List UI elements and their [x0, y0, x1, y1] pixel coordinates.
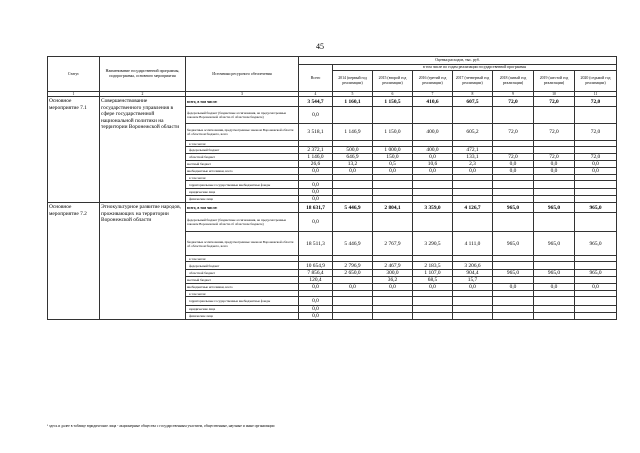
year-value-cell — [333, 181, 373, 189]
value-text: 18 631,7 — [306, 204, 325, 211]
year-value-cell: 150,0 — [373, 154, 413, 161]
year-value-cell — [453, 107, 493, 124]
year-value-cell: 0,0 — [413, 168, 453, 175]
year-value-cell: 0,0 — [453, 284, 493, 291]
source-cell: федеральный бюджет — [186, 147, 299, 154]
year-value-cell: 2 650,0 — [333, 270, 373, 277]
year-value-cell: 0,0 — [413, 154, 453, 161]
year-value-cell — [373, 297, 413, 306]
year-value-cell: 15,7 — [453, 277, 493, 284]
col-number: 6 — [373, 92, 413, 97]
page-number: 45 — [316, 42, 324, 51]
year-value-cell — [453, 306, 493, 313]
col-number: 9 — [493, 92, 534, 97]
source-cell: федеральный бюджет (бюджетные ассигнования, не предусмотренные законом Воронежской области об областном бюджете) — [186, 213, 299, 232]
source-cell: бюджетные ассигнования, предусмотренные законом Воронежской области об областном бюджете, всего — [186, 124, 299, 141]
year-value-cell: 2 767,9 — [373, 232, 413, 256]
total-value-cell: 0,0 — [299, 189, 333, 196]
year-value-cell: 0,0 — [373, 168, 413, 175]
year-value-cell: 1 107,0 — [413, 270, 453, 277]
source-cell: в том числе: — [186, 141, 299, 147]
year-value-cell: 965,0 — [575, 270, 617, 277]
program-name-cell: Этнокультурное развитие народов, проживающих на территории Воронежской области — [100, 203, 186, 320]
year-value-cell: 1 000,0 — [373, 147, 413, 154]
year-value-cell — [575, 262, 617, 270]
year-value-cell: 0,0 — [575, 284, 617, 291]
value-text: 410,6 — [426, 98, 439, 105]
year-value-cell — [575, 203, 617, 213]
year-value-cell: 0,0 — [493, 161, 534, 168]
year-value-cell — [413, 203, 453, 213]
year-value-cell: 904,4 — [453, 270, 493, 277]
value-text: 965,0 — [589, 204, 602, 211]
total-value-cell: 18 511,3 — [299, 232, 333, 256]
year-value-cell: 133,1 — [453, 154, 493, 161]
year-value-cell: 0,0 — [534, 168, 575, 175]
year-value-cell — [493, 297, 534, 306]
year-value-cell — [493, 181, 534, 189]
year-value-cell — [453, 297, 493, 306]
source-cell: юридические лица — [186, 189, 299, 196]
year-value-cell — [453, 97, 493, 107]
year-value-cell — [413, 107, 453, 124]
year-value-cell — [413, 196, 453, 203]
total-value-cell: 0,0 — [299, 284, 333, 291]
table-row — [48, 203, 617, 213]
status-cell: Основное мероприятие 7.2 — [48, 203, 100, 320]
year-value-cell — [534, 181, 575, 189]
value-text: 1 150,5 — [384, 98, 401, 105]
value-text: 1 160,1 — [344, 98, 361, 105]
year-value-cell: 72,0 — [534, 154, 575, 161]
year-value-cell: 300,0 — [373, 270, 413, 277]
value-text: 2 804,1 — [384, 204, 401, 211]
year-value-cell — [413, 213, 453, 232]
year-value-cell — [413, 297, 453, 306]
year-value-cell: 0,0 — [575, 168, 617, 175]
year-value-cell — [333, 196, 373, 203]
total-value-cell: 0,0 — [299, 313, 333, 320]
year-value-cell: 2 796,9 — [333, 262, 373, 270]
source-cell: местный бюджет — [186, 161, 299, 168]
header-source: Источники ресурсного обеспечения — [186, 57, 299, 92]
year-value-cell: 965,0 — [534, 270, 575, 277]
year-value-cell — [453, 196, 493, 203]
year-value-cell — [534, 277, 575, 284]
year-value-cell — [493, 277, 534, 284]
year-value-cell — [373, 107, 413, 124]
year-value-cell — [534, 97, 575, 107]
year-value-cell — [373, 189, 413, 196]
year-value-cell — [534, 213, 575, 232]
program-name-cell: Совершенствование государственного управления в сфере государственной национальной политики на территории Воронежской области — [100, 97, 186, 203]
year-value-cell: 605,2 — [453, 124, 493, 141]
source-cell: территориальные государственные внебюджетные фонды — [186, 181, 299, 189]
year-value-cell: 0,0 — [575, 161, 617, 168]
col-number: 1 — [48, 92, 100, 97]
year-value-cell: 400,0 — [413, 124, 453, 141]
year-value-cell — [534, 306, 575, 313]
year-value-cell: 10,6 — [413, 161, 453, 168]
year-value-cell — [453, 181, 493, 189]
header-year: 2016 (третий год реализации) — [413, 71, 453, 92]
year-value-cell: 72,0 — [493, 154, 534, 161]
year-value-cell — [534, 313, 575, 320]
year-value-cell — [575, 213, 617, 232]
value-text: 4 126,7 — [464, 204, 481, 211]
total-value-cell: 7 856,4 — [299, 270, 333, 277]
year-value-cell — [534, 262, 575, 270]
source-cell: в том числе: — [186, 175, 299, 181]
year-value-cell — [333, 189, 373, 196]
year-value-cell — [333, 213, 373, 232]
source-cell: юридические лица — [186, 306, 299, 313]
year-value-cell: 0,0 — [493, 284, 534, 291]
value-text: 72,0 — [549, 98, 559, 105]
col-number: 7 — [413, 92, 453, 97]
total-value-cell: 0,0 — [299, 297, 333, 306]
year-value-cell — [373, 213, 413, 232]
value-text: 72,0 — [590, 98, 601, 105]
year-value-cell: 2,3 — [453, 161, 493, 168]
value-text: 3 359,0 — [424, 204, 441, 211]
year-value-cell: 72,0 — [575, 124, 617, 141]
year-value-cell — [575, 306, 617, 313]
year-value-cell: 72,0 — [493, 124, 534, 141]
source-cell: внебюджетные источники, всего — [186, 284, 299, 291]
year-value-cell: 3 206,6 — [453, 262, 493, 270]
source-cell: федеральный бюджет (бюджетные ассигнования, не предусмотренные законом Воронежской области об областном бюджете) — [186, 107, 299, 124]
col-number: 11 — [575, 92, 617, 97]
year-value-cell: 1 150,0 — [373, 124, 413, 141]
year-value-cell: 72,0 — [575, 154, 617, 161]
year-value-cell: 5 446,9 — [333, 232, 373, 256]
year-value-cell: 3 290,5 — [413, 232, 453, 256]
header-estimate: Оценка расходов, тыс. руб. — [299, 57, 617, 65]
year-value-cell: 500,0 — [333, 147, 373, 154]
year-value-cell: 965,0 — [534, 232, 575, 256]
year-value-cell — [534, 107, 575, 124]
value-text: 965,0 — [506, 204, 520, 211]
year-value-cell — [493, 97, 534, 107]
header-by-years: в том числе по годам реализации государственной программы — [333, 65, 617, 71]
year-value-cell: 965,0 — [493, 270, 534, 277]
source-cell: внебюджетные источники, всего — [186, 168, 299, 175]
year-value-cell — [413, 97, 453, 107]
year-value-cell: 0,0 — [534, 284, 575, 291]
year-value-cell: 0,0 — [413, 284, 453, 291]
year-value-cell — [575, 97, 617, 107]
total-value-cell — [299, 203, 333, 213]
year-value-cell — [575, 277, 617, 284]
year-value-cell — [333, 306, 373, 313]
year-value-cell: 2 467,9 — [373, 262, 413, 270]
year-value-cell: 965,0 — [493, 232, 534, 256]
col-number: 3 — [186, 92, 299, 97]
footnote: ¹ здесь и далее в таблице юридические лица - акционерные общества с государственным участием, общественные, научные и иные организации — [47, 424, 275, 428]
year-value-cell — [373, 196, 413, 203]
col-number: 5 — [333, 92, 373, 97]
year-value-cell — [453, 213, 493, 232]
header-year: 2017 (четвертый год реализации) — [453, 71, 493, 92]
year-value-cell — [534, 147, 575, 154]
header-year: 2015 (второй год реализации) — [373, 71, 413, 92]
total-value-cell: 0,0 — [299, 306, 333, 313]
source-cell: в том числе: — [186, 256, 299, 262]
year-value-cell — [373, 181, 413, 189]
year-value-cell: 36,2 — [373, 277, 413, 284]
year-value-cell — [333, 313, 373, 320]
year-value-cell: 400,0 — [413, 147, 453, 154]
year-value-cell — [493, 196, 534, 203]
source-cell: всего, в том числе: — [186, 203, 299, 213]
year-value-cell: 472,1 — [453, 147, 493, 154]
year-value-cell — [493, 189, 534, 196]
year-value-cell — [453, 313, 493, 320]
year-value-cell — [575, 147, 617, 154]
year-value-cell — [575, 189, 617, 196]
year-value-cell — [534, 189, 575, 196]
year-value-cell — [575, 313, 617, 320]
year-value-cell — [493, 107, 534, 124]
col-number: 4 — [299, 92, 333, 97]
source-cell: физические лица — [186, 196, 299, 203]
year-value-cell — [373, 306, 413, 313]
total-value-cell — [299, 97, 333, 107]
year-value-cell — [534, 203, 575, 213]
status-cell: Основное мероприятие 7.1 — [48, 97, 100, 203]
year-value-cell — [453, 189, 493, 196]
source-cell: всего, в том числе: — [186, 97, 299, 107]
year-value-cell: 0,0 — [373, 284, 413, 291]
year-value-cell — [333, 107, 373, 124]
total-value-cell: 1 146,0 — [299, 154, 333, 161]
year-value-cell — [333, 297, 373, 306]
total-value-cell: 2 372,1 — [299, 147, 333, 154]
year-value-cell: 646,9 — [333, 154, 373, 161]
year-value-cell — [413, 306, 453, 313]
year-value-cell — [333, 203, 373, 213]
value-text: 3 544,7 — [307, 98, 324, 105]
year-value-cell: 965,0 — [575, 232, 617, 256]
year-value-cell — [373, 97, 413, 107]
year-value-cell: 72,0 — [534, 124, 575, 141]
year-value-cell: 2 183,5 — [413, 262, 453, 270]
year-value-cell — [534, 297, 575, 306]
year-value-cell: 0,0 — [333, 284, 373, 291]
total-value-cell: 0,0 — [299, 168, 333, 175]
value-text: 965,0 — [547, 204, 561, 211]
year-value-cell — [333, 97, 373, 107]
year-value-cell — [575, 181, 617, 189]
year-value-cell — [453, 203, 493, 213]
total-value-cell: 120,4 — [299, 277, 333, 284]
year-value-cell — [493, 147, 534, 154]
year-value-cell — [534, 196, 575, 203]
year-value-cell: 68,5 — [413, 277, 453, 284]
year-value-cell — [575, 297, 617, 306]
source-cell: территориальные государственные внебюджетные фонды — [186, 297, 299, 306]
year-value-cell — [575, 107, 617, 124]
year-value-cell — [413, 313, 453, 320]
header-status: Статус — [48, 57, 100, 92]
year-value-cell — [493, 262, 534, 270]
total-value-cell: 0,0 — [299, 107, 333, 124]
value-text: 5 446,9 — [344, 204, 361, 211]
year-value-cell — [493, 203, 534, 213]
year-value-cell — [493, 306, 534, 313]
year-value-cell — [333, 277, 373, 284]
year-value-cell — [373, 313, 413, 320]
year-value-cell: 0,0 — [453, 168, 493, 175]
source-cell: бюджетные ассигнования, предусмотренные законом Воронежской области об областном бюджете, всего — [186, 232, 299, 256]
source-cell: в том числе: — [186, 291, 299, 297]
total-value-cell: 0,0 — [299, 181, 333, 189]
year-value-cell: 0,0 — [534, 161, 575, 168]
source-cell: местный бюджет — [186, 277, 299, 284]
year-value-cell — [413, 189, 453, 196]
value-text: 607,5 — [466, 98, 479, 105]
header-year: 2014 (первый год реализации) — [333, 71, 373, 92]
header-year: 2018 (пятый год реализации) — [493, 71, 534, 92]
table-row — [48, 97, 617, 107]
header-year: 2019 (шестой год реализации) — [534, 71, 575, 92]
header-name: Наименование государственной программы, подпрограммы, основного мероприятия — [100, 57, 186, 92]
year-value-cell: 0,0 — [493, 168, 534, 175]
source-cell: областной бюджет — [186, 154, 299, 161]
year-value-cell: 1 146,9 — [333, 124, 373, 141]
year-value-cell — [575, 196, 617, 203]
col-number: 8 — [453, 92, 493, 97]
resource-table — [47, 56, 617, 320]
year-value-cell — [493, 313, 534, 320]
total-value-cell: 0,0 — [299, 196, 333, 203]
header-year: 2020 (седьмой год реализации) — [575, 71, 617, 92]
source-cell: физические лица — [186, 313, 299, 320]
col-number: 10 — [534, 92, 575, 97]
total-value-cell: 10 654,9 — [299, 262, 333, 270]
total-value-cell: 26,6 — [299, 161, 333, 168]
total-value-cell: 3 518,1 — [299, 124, 333, 141]
source-cell: областной бюджет — [186, 270, 299, 277]
value-text: 72,0 — [508, 98, 518, 105]
year-value-cell: 0,5 — [373, 161, 413, 168]
year-value-cell: 13,2 — [333, 161, 373, 168]
year-value-cell — [373, 203, 413, 213]
year-value-cell: 4 111,0 — [453, 232, 493, 256]
col-number: 2 — [100, 92, 186, 97]
year-value-cell — [413, 181, 453, 189]
total-value-cell: 0,0 — [299, 213, 333, 232]
header-total: Всего — [299, 65, 333, 92]
year-value-cell: 0,0 — [333, 168, 373, 175]
year-value-cell — [493, 213, 534, 232]
source-cell: федеральный бюджет — [186, 262, 299, 270]
